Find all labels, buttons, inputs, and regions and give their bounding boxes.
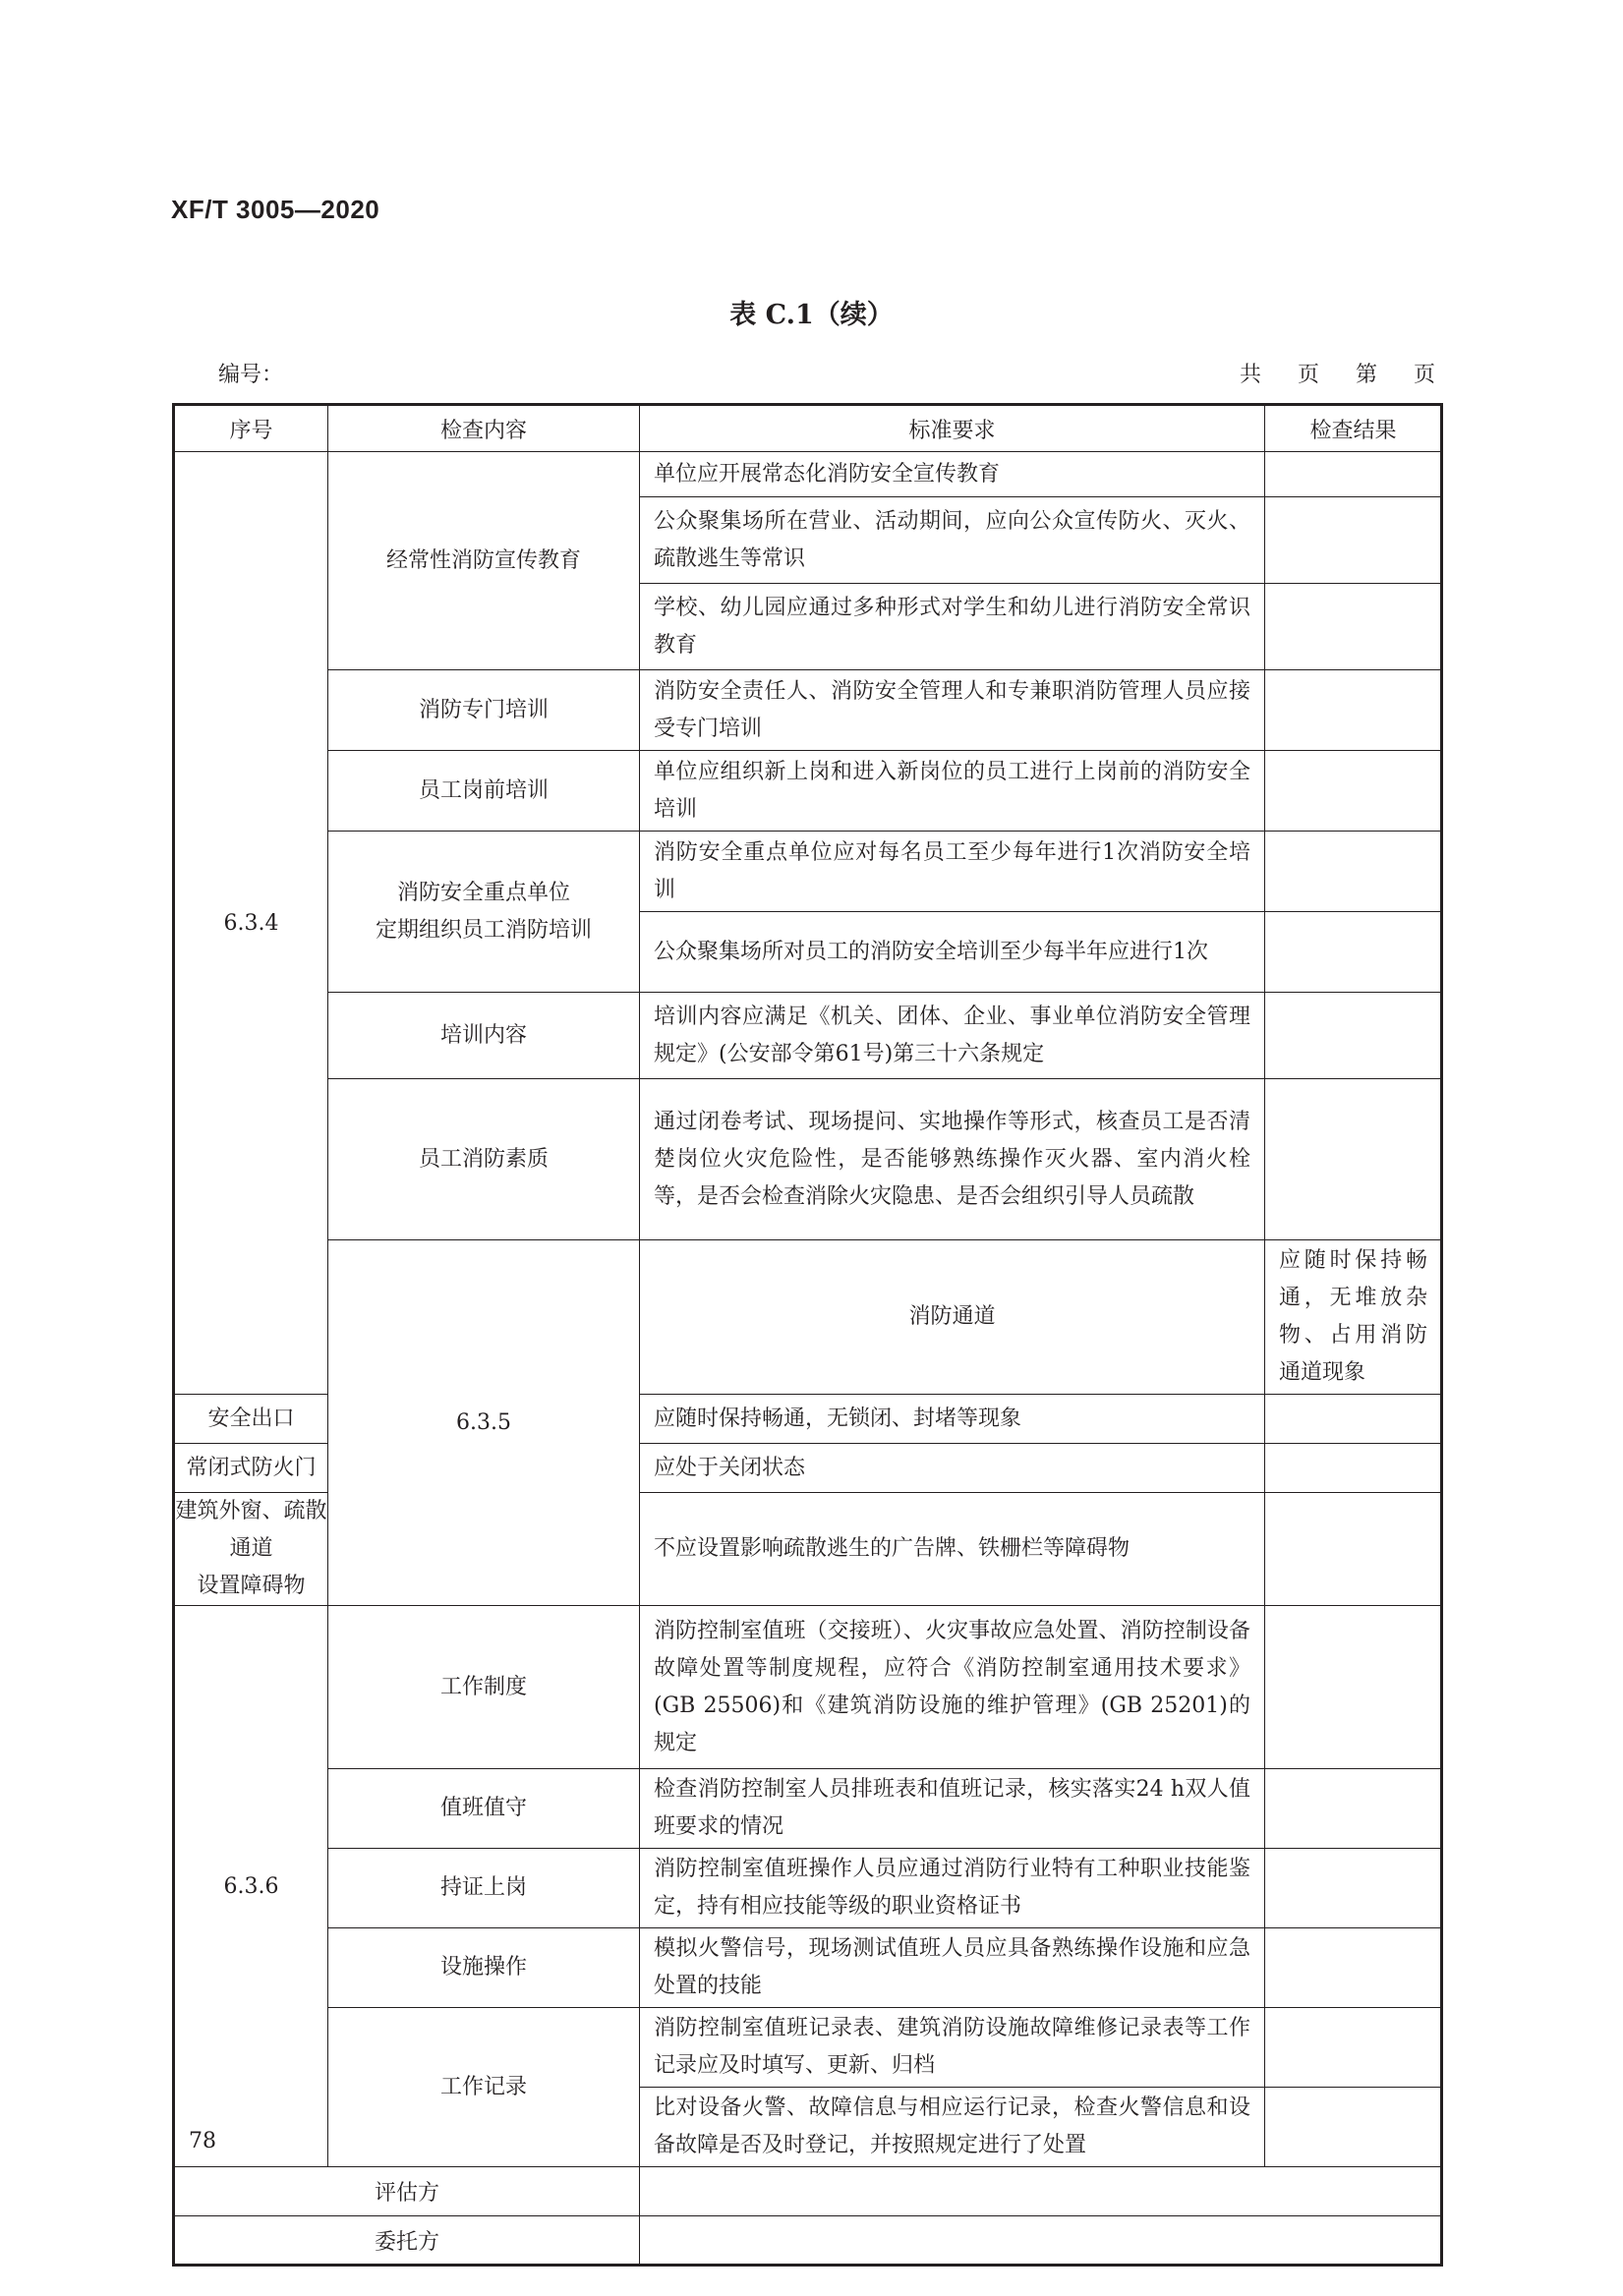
table-row	[174, 1079, 1442, 1240]
content-cell: 常闭式防火门	[174, 1444, 328, 1493]
table-row	[174, 1769, 1442, 1849]
content-cell: 值班值守	[328, 1769, 640, 1849]
requirement-cell: 应随时保持畅通，无堆放杂物、占用消防通道现象	[1265, 1240, 1442, 1395]
table-row	[174, 832, 1442, 912]
result-cell[interactable]	[1265, 912, 1442, 993]
table-row	[174, 1928, 1442, 2008]
result-cell[interactable]	[1265, 2008, 1442, 2088]
requirement-cell: 模拟火警信号，现场测试值班人员应具备熟练操作设施和应急处置的技能	[640, 1928, 1265, 2008]
requirement-cell: 单位应开展常态化消防安全宣传教育	[640, 452, 1265, 497]
content-cell: 培训内容	[328, 993, 640, 1079]
signature-row	[174, 2167, 1442, 2216]
requirement-cell: 应随时保持畅通，无锁闭、封堵等现象	[640, 1395, 1265, 1444]
requirement-cell: 公众聚集场所在营业、活动期间，应向公众宣传防火、灭火、疏散逃生等常识	[640, 497, 1265, 584]
seq-cell: 6.3.6	[174, 1606, 328, 2167]
meta-row	[218, 358, 1437, 391]
table-row	[174, 670, 1442, 751]
result-cell[interactable]	[1265, 1395, 1442, 1444]
standard-code: XF/T 3005—2020	[171, 195, 380, 224]
signature-field[interactable]	[640, 2216, 1442, 2266]
inspection-table	[172, 403, 1443, 2267]
table-row	[174, 452, 1442, 497]
column-header: 检查内容	[328, 405, 640, 452]
seq-cell: 6.3.5	[328, 1240, 640, 1606]
requirement-cell: 检查消防控制室人员排班表和值班记录，核实落实24 h双人值班要求的情况	[640, 1769, 1265, 1849]
content-cell: 持证上岗	[328, 1849, 640, 1928]
signature-row	[174, 2216, 1442, 2266]
requirement-cell: 应处于关闭状态	[640, 1444, 1265, 1493]
content-cell: 消防通道	[640, 1240, 1265, 1395]
table-row	[174, 2008, 1442, 2088]
table-row	[174, 993, 1442, 1079]
content-cell: 员工消防素质	[328, 1079, 640, 1240]
result-cell[interactable]	[1265, 1849, 1442, 1928]
content-line: 设置障碍物	[197, 1574, 306, 1598]
result-cell[interactable]	[1265, 1444, 1442, 1493]
result-cell[interactable]	[1265, 1769, 1442, 1849]
table-title: 表 C.1（续）	[729, 300, 894, 330]
result-cell[interactable]	[1265, 751, 1442, 832]
content-cell: 员工岗前培训	[328, 751, 640, 832]
requirement-cell: 学校、幼儿园应通过多种形式对学生和幼儿进行消防安全常识教育	[640, 584, 1265, 670]
result-cell[interactable]	[1265, 1493, 1442, 1606]
result-cell[interactable]	[1265, 1928, 1442, 2008]
requirement-cell: 培训内容应满足《机关、团体、企业、事业单位消防安全管理规定》(公安部令第61号)第三十六条规定	[640, 993, 1265, 1079]
content-line: 定期组织员工消防培训	[375, 917, 592, 943]
content-cell: 设施操作	[328, 1928, 640, 2008]
requirement-cell: 比对设备火警、故障信息与相应运行记录，检查火警信息和设备故障是否及时登记，并按照规定进行了处置	[640, 2088, 1265, 2167]
requirement-cell: 消防安全责任人、消防安全管理人和专兼职消防管理人员应接受专门培训	[640, 670, 1265, 751]
table-body	[174, 452, 1442, 2266]
result-cell[interactable]	[1265, 2088, 1442, 2167]
table-header-row	[174, 405, 1442, 452]
content-cell: 工作记录	[328, 2008, 640, 2167]
page-number: 78	[189, 2129, 216, 2153]
column-header: 序号	[174, 405, 328, 452]
content-cell: 安全出口	[174, 1395, 328, 1444]
column-header: 检查结果	[1265, 405, 1442, 452]
number-label: 编号：	[218, 363, 284, 387]
requirement-cell: 通过闭卷考试、现场提问、实地操作等形式，核查员工是否清楚岗位火灾危险性，是否能够熟练操作灭火器、室内消火栓等，是否会检查消除火灾隐患、是否会组织引导人员疏散	[640, 1079, 1265, 1240]
requirement-cell: 不应设置影响疏散逃生的广告牌、铁栅栏等障碍物	[640, 1493, 1265, 1606]
result-cell[interactable]	[1265, 670, 1442, 751]
content-cell: 经常性消防宣传教育	[328, 452, 640, 670]
table-row	[174, 751, 1442, 832]
content-cell: 消防专门培训	[328, 670, 640, 751]
result-cell[interactable]	[1265, 584, 1442, 670]
requirement-cell: 消防控制室值班记录表、建筑消防设施故障维修记录表等工作记录应及时填写、更新、归档	[640, 2008, 1265, 2088]
result-cell[interactable]	[1265, 993, 1442, 1079]
table-row	[174, 1606, 1442, 1769]
seq-cell: 6.3.4	[174, 452, 328, 1395]
column-header: 标准要求	[640, 405, 1265, 452]
content-line: 消防安全重点单位	[396, 880, 570, 905]
requirement-cell: 消防控制室值班操作人员应通过消防行业特有工种职业技能鉴定，持有相应技能等级的职业资格证书	[640, 1849, 1265, 1928]
result-cell[interactable]	[1265, 832, 1442, 912]
result-cell[interactable]	[1265, 1606, 1442, 1769]
signature-label: 评估方	[174, 2167, 640, 2216]
result-cell[interactable]	[1265, 497, 1442, 584]
requirement-cell: 公众聚集场所对员工的消防安全培训至少每半年应进行1次	[640, 912, 1265, 993]
signature-field[interactable]	[640, 2167, 1442, 2216]
table-row	[174, 1240, 1442, 1395]
signature-label: 委托方	[174, 2216, 640, 2266]
content-cell	[328, 832, 640, 993]
pages-label: 共 页 第 页	[1240, 363, 1437, 387]
result-cell[interactable]	[1265, 452, 1442, 497]
result-cell[interactable]	[1265, 1079, 1442, 1240]
table-row	[174, 1849, 1442, 1928]
content-cell	[174, 1493, 328, 1606]
requirement-cell: 单位应组织新上岗和进入新岗位的员工进行上岗前的消防安全培训	[640, 751, 1265, 832]
requirement-cell: 消防控制室值班（交接班）、火灾事故应急处置、消防控制设备故障处置等制度规程，应符合《消防控制室通用技术要求》(GB 25506)和《建筑消防设施的维护管理》(GB 25201)的规定	[640, 1606, 1265, 1769]
requirement-cell: 消防安全重点单位应对每名员工至少每年进行1次消防安全培训	[640, 832, 1265, 912]
content-line: 建筑外窗、疏散通道	[175, 1499, 327, 1561]
content-cell: 工作制度	[328, 1606, 640, 1769]
